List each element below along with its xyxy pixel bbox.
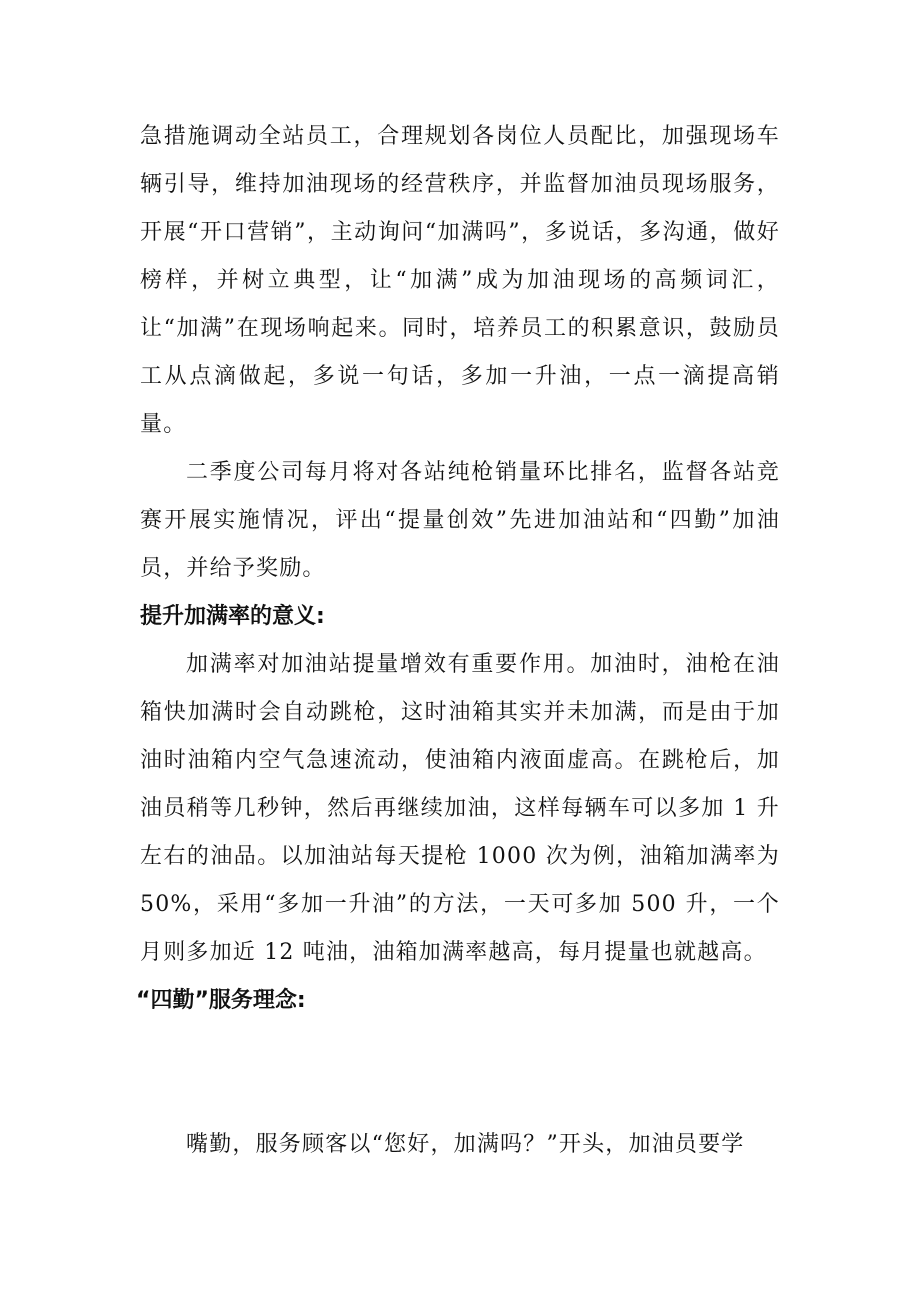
paragraph-continuation: 急措施调动全站员工，合理规划各岗位人员配比，加强现场车辆引导，维持加油现场的经营秩序，并监督加油员现场服务，开展“开口营销”，主动询问“加满吗”，多说话，多沟通，做好榜样，并树立典型，让“加满”成为加油现场的高频词汇，让“加满”在现场响起来。同时，培养员工的积累意识，鼓励员工从点滴做起，多说一句话，多加一升油，一点一滴提高销量。	[140, 124, 780, 437]
paragraph-mouth-diligence: 嘴勤，服务顾客以“您好，加满吗？”开头，加油员要学	[186, 1132, 745, 1157]
heading-significance: 提升加满率的意义:	[140, 604, 325, 629]
paragraph-q2-competition: 二季度公司每月将对各站纯枪销量环比排名，监督各站竞赛开展实施情况，评出“提量创效”先进加油站和“四勤”加油员，并给予奖励。	[140, 460, 780, 581]
paragraph-significance: 加满率对加油站提量增效有重要作用。加油时，油枪在油箱快加满时会自动跳枪，这时油箱其实并未加满，而是由于加油时油箱内空气急速流动，使油箱内液面虚高。在跳枪后，加油员稍等几秒钟，然后再继续加油，这样每辆车可以多加 1 升左右的油品。以加油站每天提枪 1000 次为例，油箱加满率为 50%，采用“多加一升油”的方法，一天可多加 500 升，一个月则多加近 12 吨油，油箱加满率越高，每月提量也就越高。	[140, 652, 780, 965]
heading-four-diligence: “四勤”服务理念:	[136, 988, 306, 1013]
